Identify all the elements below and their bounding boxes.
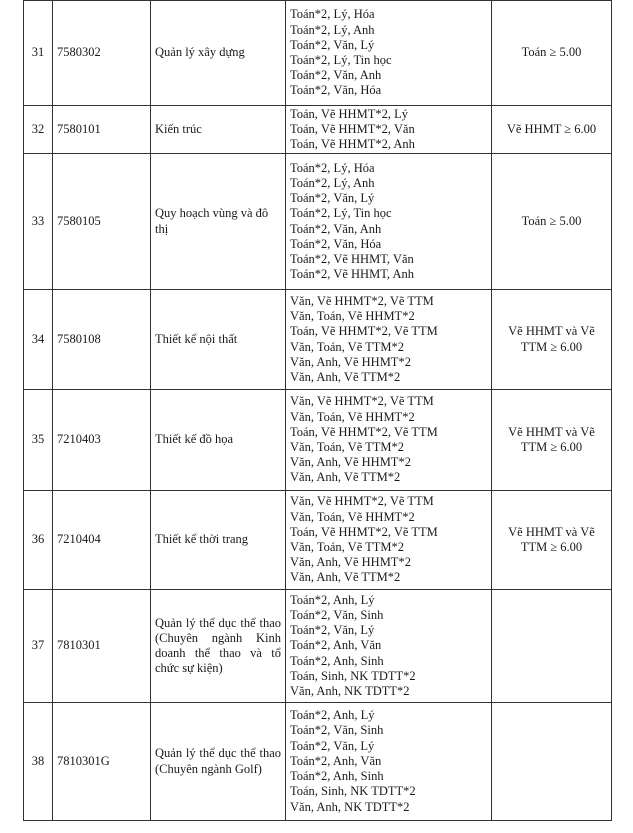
subject-combination: Toán*2, Anh, Sinh (290, 653, 384, 668)
score-condition: Vẽ HHMT ≥ 6.00 (492, 106, 612, 154)
subject-combination: Toán*2, Anh, Lý (290, 592, 375, 607)
subject-combination: Toán*2, Văn, Anh (290, 68, 382, 83)
subject-combinations (286, 154, 492, 290)
subject-combination: Văn, Vẽ HHMT*2, Vẽ TTM (290, 293, 434, 308)
table-row (24, 491, 612, 590)
subject-combination: Toán*2, Anh, Lý (290, 708, 375, 723)
subject-combinations (286, 703, 492, 821)
major-code: 7810301G (53, 703, 151, 821)
subject-combination: Toán, Vẽ HHMT*2, Văn (290, 121, 415, 136)
subject-combination: Toán*2, Văn, Lý (290, 191, 375, 206)
score-condition: Vẽ HHMT và Vẽ TTM ≥ 6.00 (492, 390, 612, 491)
table-row (24, 1, 612, 106)
subject-combination: Văn, Toán, Vẽ TTM*2 (290, 440, 405, 454)
major-name: Quản lý thể dục thể thao (Chuyên ngành Kinh doanh thể thao và tổ chức sự kiện) (151, 590, 286, 703)
row-number: 31 (24, 1, 53, 106)
subject-combinations (286, 590, 492, 703)
major-name: Kiến trúc (151, 106, 286, 154)
subject-combination: Văn, Toán, Vẽ TTM*2 (290, 540, 405, 554)
subject-combination: Văn, Toán, Vẽ HHMT*2 (290, 409, 415, 424)
table-row (24, 290, 612, 390)
subject-combination: Toán, Vẽ HHMT*2, Anh (290, 137, 415, 152)
row-number: 35 (24, 390, 53, 491)
subject-combination: Toán*2, Anh, Văn (290, 638, 382, 653)
major-name: Quy hoạch vùng và đô thị (151, 154, 286, 290)
table-row (24, 106, 612, 154)
subject-combination: Toán*2, Vẽ HHMT, Văn (290, 251, 414, 266)
subject-combination: Văn, Anh, Vẽ TTM*2 (290, 369, 401, 384)
subject-combination: Toán*2, Văn, Lý (290, 623, 375, 638)
subject-combination: Toán*2, Văn, Anh (290, 221, 382, 236)
subject-combination: Văn, Vẽ HHMT*2, Vẽ TTM (290, 494, 434, 509)
subject-combination: Văn, Anh, Vẽ HHMT*2 (290, 555, 411, 570)
row-number: 36 (24, 491, 53, 590)
table-row (24, 390, 612, 491)
major-code: 7580108 (53, 290, 151, 390)
score-condition (492, 590, 612, 703)
table-row (24, 154, 612, 290)
major-code: 7210404 (53, 491, 151, 590)
row-number: 37 (24, 590, 53, 703)
subject-combination: Toán*2, Vẽ HHMT, Anh (290, 267, 414, 282)
subject-combination: Toán, Sinh, NK TDTT*2 (290, 668, 416, 683)
subject-combination: Toán*2, Lý, Anh (290, 22, 375, 37)
subject-combination: Văn, Anh, Vẽ HHMT*2 (290, 455, 411, 470)
major-code: 7580101 (53, 106, 151, 154)
subject-combination: Văn, Vẽ HHMT*2, Vẽ TTM (290, 394, 434, 409)
subject-combination: Toán*2, Văn, Sinh (290, 723, 384, 738)
subject-combination: Toán*2, Anh, Sinh (290, 769, 384, 784)
subject-combination: Văn, Anh, Vẽ TTM*2 (290, 570, 401, 585)
subject-combination: Toán*2, Văn, Hóa (290, 236, 382, 251)
score-condition (492, 703, 612, 821)
subject-combinations (286, 106, 492, 154)
subject-combinations (286, 1, 492, 106)
subject-combination: Toán*2, Lý, Tin học (290, 53, 392, 67)
subject-combination: Toán*2, Văn, Lý (290, 738, 375, 753)
subject-combination: Văn, Anh, NK TDTT*2 (290, 799, 410, 814)
subject-combination: Toán*2, Lý, Anh (290, 175, 375, 190)
subject-combination: Văn, Toán, Vẽ HHMT*2 (290, 509, 415, 524)
subject-combination: Toán*2, Văn, Hóa (290, 83, 382, 98)
major-name: Quản lý xây dựng (151, 1, 286, 106)
major-code: 7810301 (53, 590, 151, 703)
major-code: 7580302 (53, 1, 151, 106)
subject-combinations (286, 491, 492, 590)
table-row (24, 590, 612, 703)
subject-combinations (286, 290, 492, 390)
score-condition: Toán ≥ 5.00 (492, 154, 612, 290)
subject-combination: Toán, Sinh, NK TDTT*2 (290, 784, 416, 799)
subject-combination: Toán*2, Văn, Sinh (290, 607, 384, 622)
row-number: 33 (24, 154, 53, 290)
subject-combination: Văn, Anh, NK TDTT*2 (290, 684, 410, 698)
subject-combination: Toán, Vẽ HHMT*2, Vẽ TTM (290, 524, 438, 539)
row-number: 38 (24, 703, 53, 821)
subject-combinations (286, 390, 492, 491)
major-name: Thiết kế đồ họa (151, 390, 286, 491)
subject-combination: Toán*2, Văn, Lý (290, 37, 375, 52)
subject-combination: Toán*2, Lý, Tin học (290, 206, 392, 221)
major-name: Thiết kế thời trang (151, 491, 286, 590)
table-body (24, 1, 612, 821)
major-name: Thiết kế nội thất (151, 290, 286, 390)
row-number: 34 (24, 290, 53, 390)
subject-combination: Văn, Toán, Vẽ TTM*2 (290, 339, 405, 354)
score-condition: Toán ≥ 5.00 (492, 1, 612, 106)
subject-combination: Toán, Vẽ HHMT*2, Vẽ TTM (290, 424, 438, 439)
major-code: 7580105 (53, 154, 151, 290)
subject-combination: Văn, Toán, Vẽ HHMT*2 (290, 309, 415, 324)
table-row (24, 703, 612, 821)
score-condition: Vẽ HHMT và Vẽ TTM ≥ 6.00 (492, 290, 612, 390)
subject-combination: Văn, Anh, Vẽ HHMT*2 (290, 354, 411, 369)
row-number: 32 (24, 106, 53, 154)
major-code: 7210403 (53, 390, 151, 491)
major-name: Quản lý thể dục thể thao (Chuyên ngành Golf) (151, 703, 286, 821)
subject-combination: Toán*2, Lý, Hóa (290, 160, 375, 175)
subject-combination: Toán, Vẽ HHMT*2, Lý (290, 106, 408, 121)
subject-combination: Toán*2, Anh, Văn (290, 753, 382, 768)
score-condition: Vẽ HHMT và Vẽ TTM ≥ 6.00 (492, 491, 612, 590)
subject-combination: Văn, Anh, Vẽ TTM*2 (290, 470, 401, 485)
subject-combination: Toán, Vẽ HHMT*2, Vẽ TTM (290, 324, 438, 339)
subject-combination: Toán*2, Lý, Hóa (290, 7, 375, 22)
admissions-table (23, 0, 612, 821)
